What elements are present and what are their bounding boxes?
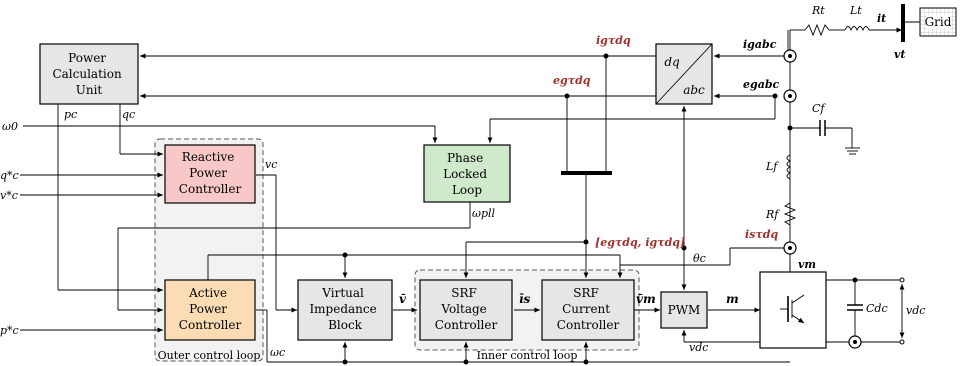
outer-loop-label: Outer control loop bbox=[157, 349, 261, 362]
eg-abc-label: egabc bbox=[743, 78, 780, 91]
vm-label: vm bbox=[798, 258, 817, 271]
virtual-line3: Block bbox=[328, 318, 362, 332]
eg-ig-pair-label: [egτdq, igτdq] bbox=[595, 236, 686, 249]
abc-label: abc bbox=[683, 83, 705, 97]
reactive-line3: Controller bbox=[178, 182, 242, 196]
reactive-line1: Reactive bbox=[181, 150, 235, 164]
vc-star-label: v*c bbox=[0, 189, 18, 202]
vdc-right-label: vdc bbox=[906, 304, 926, 317]
is-bar-label: īs bbox=[519, 292, 531, 306]
power-calc-line2: Calculation bbox=[52, 67, 122, 81]
vdc-label: vdc bbox=[689, 341, 709, 354]
srf-v-line2: Voltage bbox=[441, 302, 487, 316]
Cf-label: Cf bbox=[812, 102, 825, 115]
Lt-label: Lt bbox=[850, 4, 862, 17]
omega-pll-label: ωpll bbox=[472, 207, 496, 220]
theta-c-label: θc bbox=[693, 252, 706, 265]
omega0-label: ω0 bbox=[2, 120, 18, 133]
dq-label: dq bbox=[664, 55, 680, 69]
ig-abc-label: igabc bbox=[743, 38, 777, 51]
pll-line2: Locked bbox=[443, 167, 488, 181]
vc-label: vc bbox=[265, 158, 278, 171]
Lf-label: Lf bbox=[766, 160, 778, 173]
Cdc-label: Cdc bbox=[866, 302, 888, 315]
reactive-line2: Power bbox=[189, 166, 228, 180]
Rf-label: Rf bbox=[766, 208, 779, 221]
omega-c-label: ωc bbox=[270, 346, 286, 359]
qc-label: qc bbox=[122, 108, 136, 121]
active-line1: Active bbox=[189, 286, 228, 300]
srf-c-line3: Controller bbox=[556, 318, 620, 332]
active-line2: Power bbox=[189, 302, 228, 316]
power-calc-line1: Power bbox=[68, 51, 107, 65]
active-line3: Controller bbox=[178, 318, 242, 332]
power-calc-line3: Unit bbox=[75, 83, 103, 97]
it-label: it bbox=[877, 12, 887, 25]
vt-label: vt bbox=[894, 48, 906, 61]
eg-dq-label: egτdq bbox=[553, 74, 591, 87]
srf-c-line1: SRF bbox=[573, 286, 599, 300]
vm-bar-label: v̄m bbox=[636, 292, 656, 306]
pll-line1: Phase bbox=[446, 151, 484, 165]
srf-v-line3: Controller bbox=[434, 318, 498, 332]
inner-loop-label: Inner control loop bbox=[476, 349, 578, 362]
srf-v-line1: SRF bbox=[451, 286, 477, 300]
virtual-line2: Impedance bbox=[309, 302, 377, 316]
is-dq-label: isτdq bbox=[745, 228, 779, 241]
pll-line3: Loop bbox=[451, 183, 483, 197]
grid-label: Grid bbox=[924, 15, 952, 29]
srf-c-line2: Current bbox=[562, 302, 611, 316]
ig-dq-label: igτdq bbox=[596, 34, 631, 47]
virtual-line1: Virtual bbox=[322, 286, 364, 300]
qc-star-label: q*c bbox=[0, 169, 19, 182]
pwm-label: PWM bbox=[667, 303, 701, 317]
pc-star-label: p*c bbox=[0, 324, 19, 337]
v-bar-label: v̄ bbox=[399, 292, 406, 306]
pc-label: pc bbox=[64, 108, 78, 121]
m-label: m bbox=[726, 292, 739, 306]
Rt-label: Rt bbox=[812, 4, 825, 17]
